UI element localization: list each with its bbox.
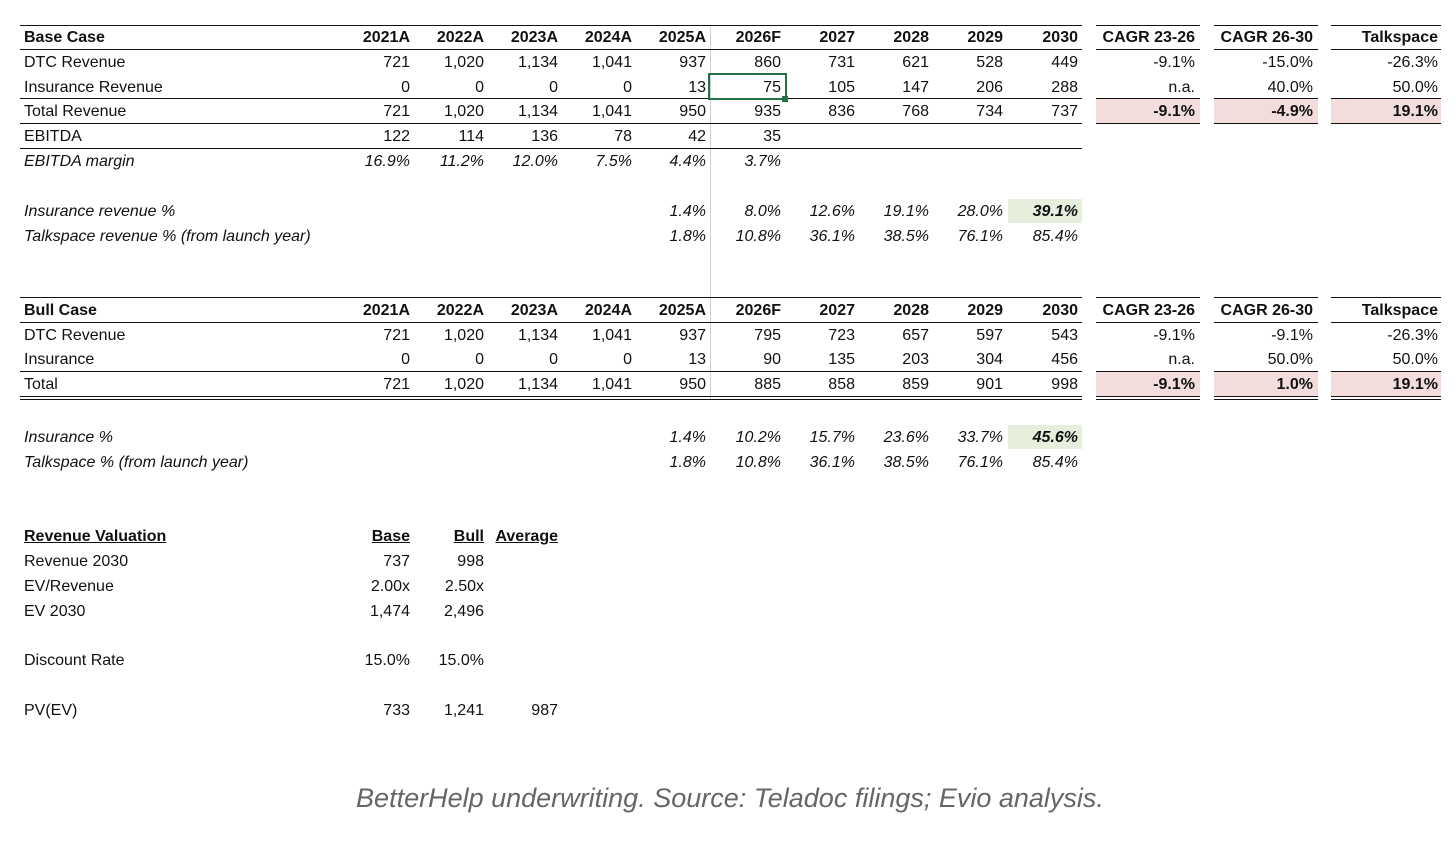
bull-pct-cell[interactable]: 15.7% <box>809 429 855 446</box>
bull-cell[interactable]: 858 <box>828 376 855 393</box>
base-extra-cell[interactable]: 19.1% <box>1392 103 1438 120</box>
base-year-header[interactable]: 2030 <box>1042 29 1078 46</box>
base-cell[interactable]: 75 <box>763 79 781 96</box>
bull-cell[interactable]: 597 <box>976 327 1003 344</box>
base-extra-header[interactable]: CAGR 26-30 <box>1220 29 1313 46</box>
base-cell[interactable]: 1,041 <box>591 103 632 120</box>
base-cell[interactable]: 836 <box>828 103 855 120</box>
base-pct-cell[interactable]: 10.8% <box>735 228 781 245</box>
bull-cell[interactable]: 901 <box>976 376 1003 393</box>
bull-cell[interactable]: 721 <box>383 327 410 344</box>
bull-cell[interactable]: 795 <box>754 327 781 344</box>
base-cell[interactable]: 114 <box>458 128 484 145</box>
base-cell[interactable]: 136 <box>531 128 558 145</box>
valuation-row-label[interactable]: Discount Rate <box>24 652 125 669</box>
base-pct-cell[interactable]: 85.4% <box>1032 228 1078 245</box>
valuation-cell[interactable]: 15.0% <box>438 652 484 669</box>
base-cell[interactable]: 731 <box>828 54 855 71</box>
bull-year-header[interactable]: 2029 <box>967 302 1003 319</box>
figure-caption: BetterHelp underwriting. Source: Teladoc filings; Evio analysis. <box>356 783 1104 813</box>
valuation-cell[interactable]: 1,241 <box>443 702 484 719</box>
bull-cell[interactable]: 0 <box>623 351 632 368</box>
bull-cell[interactable]: 13 <box>688 351 706 368</box>
base-cell[interactable]: 860 <box>754 54 781 71</box>
base-cell[interactable]: 528 <box>976 54 1003 71</box>
bull-cell[interactable]: 885 <box>754 376 781 393</box>
base-cell[interactable]: 1,020 <box>443 54 484 71</box>
bull-cell[interactable]: 721 <box>383 376 410 393</box>
base-pct-cell[interactable]: 28.0% <box>957 203 1003 220</box>
valuation-cell[interactable]: 733 <box>383 702 410 719</box>
valuation-cell[interactable]: 1,474 <box>369 603 410 620</box>
bull-extra-cell[interactable]: -9.1% <box>1271 327 1313 344</box>
bull-year-header[interactable]: 2022A <box>436 302 484 319</box>
valuation-header[interactable]: Bull <box>453 528 484 545</box>
bull-pct-cell[interactable]: 10.8% <box>735 454 781 471</box>
bull-pct-label[interactable]: Talkspace % (from launch year) <box>24 454 249 471</box>
bull-year-header[interactable]: 2024A <box>584 302 632 319</box>
bull-cell[interactable]: 1,020 <box>443 327 484 344</box>
base-cell[interactable]: 1,041 <box>591 54 632 71</box>
base-cell[interactable]: 288 <box>1051 79 1078 96</box>
bull-cell[interactable]: 90 <box>763 351 781 368</box>
base-row-label[interactable]: EBITDA margin <box>24 153 135 170</box>
bull-cell[interactable]: 998 <box>1051 376 1078 393</box>
valuation-row-label[interactable]: EV/Revenue <box>24 578 114 595</box>
bull-extra-cell[interactable]: -9.1% <box>1153 376 1195 393</box>
bull-cagr2-dbl2 <box>1214 399 1318 400</box>
bull-cell[interactable]: 456 <box>1051 351 1078 368</box>
base-cell[interactable]: 1,020 <box>443 103 484 120</box>
bull-cagr1-top <box>1096 297 1200 298</box>
bull-cell[interactable]: 1,020 <box>443 376 484 393</box>
bull-extra-header[interactable]: Talkspace <box>1361 302 1438 319</box>
bull-cell[interactable]: 203 <box>902 351 929 368</box>
bull-cagr1-dbl2 <box>1096 399 1200 400</box>
base-cell[interactable]: 950 <box>679 103 706 120</box>
bull-title[interactable]: Bull Case <box>24 302 97 319</box>
bull-extra-cell[interactable]: n.a. <box>1168 351 1195 368</box>
bull-year-header[interactable]: 2025A <box>658 302 706 319</box>
base-cell[interactable]: 0 <box>401 79 410 96</box>
base-year-header[interactable]: 2022A <box>436 29 484 46</box>
bull-pct-cell[interactable]: 45.6% <box>1032 429 1078 446</box>
base-extra-header[interactable]: Talkspace <box>1361 29 1438 46</box>
bull-cell[interactable]: 950 <box>679 376 706 393</box>
base-cell[interactable]: 7.5% <box>595 153 632 170</box>
base-extra-cell[interactable]: -9.1% <box>1153 54 1195 71</box>
base-extra-cell[interactable]: -9.1% <box>1153 103 1195 120</box>
bull-ts-dbl2 <box>1331 399 1441 400</box>
base-year-header[interactable]: 2027 <box>819 29 855 46</box>
valuation-header[interactable]: Average <box>495 528 558 545</box>
bull-pct-cell[interactable]: 85.4% <box>1032 454 1078 471</box>
valuation-cell[interactable]: 2,496 <box>443 603 484 620</box>
bull-row-label[interactable]: DTC Revenue <box>24 327 126 344</box>
base-cell[interactable]: 42 <box>688 128 706 145</box>
valuation-cell[interactable]: 15.0% <box>364 652 410 669</box>
base-cell[interactable]: 1,134 <box>517 54 558 71</box>
bull-cell[interactable]: 1,134 <box>517 376 558 393</box>
bull-cell[interactable]: 657 <box>902 327 929 344</box>
valuation-cell[interactable]: 2.50x <box>444 578 484 595</box>
base-year-header[interactable]: 2029 <box>967 29 1003 46</box>
bull-pct-cell[interactable]: 1.8% <box>669 454 706 471</box>
bull-year-header[interactable]: 2028 <box>893 302 929 319</box>
base-extra-cell[interactable]: -15.0% <box>1262 54 1313 71</box>
bull-cell[interactable]: 1,041 <box>591 327 632 344</box>
base-pct-cell[interactable]: 76.1% <box>957 228 1003 245</box>
base-cell[interactable]: 4.4% <box>669 153 706 170</box>
bull-extra-cell[interactable]: 50.0% <box>1392 351 1438 368</box>
bull-pct-cell[interactable]: 10.2% <box>735 429 781 446</box>
bull-ts-top <box>1331 297 1441 298</box>
bull-year-header[interactable]: 2023A <box>510 302 558 319</box>
valuation-header[interactable]: Base <box>371 528 410 545</box>
base-cell[interactable]: 768 <box>902 103 929 120</box>
valuation-row-label[interactable]: EV 2030 <box>24 603 86 620</box>
base-year-header[interactable]: 2025A <box>658 29 706 46</box>
base-year-header[interactable]: 2023A <box>510 29 558 46</box>
bull-cell[interactable]: 0 <box>549 351 558 368</box>
base-pct-cell[interactable]: 19.1% <box>883 203 929 220</box>
bull-cell[interactable]: 1,041 <box>591 376 632 393</box>
base-pct-label[interactable]: Talkspace revenue % (from launch year) <box>24 228 311 245</box>
base-extra-cell[interactable]: 50.0% <box>1392 79 1438 96</box>
base-cell[interactable]: 449 <box>1051 54 1078 71</box>
bull-pct-cell[interactable]: 36.1% <box>809 454 855 471</box>
bull-top-rule <box>20 297 1082 298</box>
base-pct-cell[interactable]: 36.1% <box>809 228 855 245</box>
base-row-label[interactable]: Insurance Revenue <box>24 79 163 96</box>
base-cell[interactable]: 0 <box>475 79 484 96</box>
bull-cell[interactable]: 859 <box>902 376 929 393</box>
bull-extra-cell[interactable]: -9.1% <box>1153 327 1195 344</box>
bull-cell[interactable]: 0 <box>475 351 484 368</box>
bull-cell[interactable]: 1,134 <box>517 327 558 344</box>
bull-row-label[interactable]: Total <box>24 376 58 393</box>
bull-extra-cell[interactable]: 50.0% <box>1267 351 1313 368</box>
base-cell[interactable]: 122 <box>383 128 410 145</box>
bull-pct-label[interactable]: Insurance % <box>24 429 113 446</box>
valuation-row-label[interactable]: PV(EV) <box>24 702 78 719</box>
base-row-label[interactable]: Total Revenue <box>24 103 127 120</box>
base-year-header[interactable]: 2021A <box>362 29 410 46</box>
bull-extra-cell[interactable]: 19.1% <box>1392 376 1438 393</box>
bull-pct-cell[interactable]: 23.6% <box>883 429 929 446</box>
base-extra-cell[interactable]: -26.3% <box>1387 54 1438 71</box>
base-pct-label[interactable]: Insurance revenue % <box>24 203 176 220</box>
base-cell[interactable]: 16.9% <box>364 153 410 170</box>
valuation-title[interactable]: Revenue Valuation <box>24 528 167 545</box>
base-cell[interactable]: 721 <box>383 103 410 120</box>
base-cell[interactable]: 12.0% <box>512 153 558 170</box>
bull-pct-cell[interactable]: 76.1% <box>957 454 1003 471</box>
bull-year-header[interactable]: 2026F <box>735 302 781 319</box>
bull-cell[interactable]: 304 <box>976 351 1003 368</box>
base-year-header[interactable]: 2024A <box>584 29 632 46</box>
base-extra-cell[interactable]: 40.0% <box>1267 79 1313 96</box>
bull-cell[interactable]: 723 <box>828 327 855 344</box>
bull-total-double-2 <box>20 399 1082 400</box>
bull-cell[interactable]: 0 <box>401 351 410 368</box>
base-cell[interactable]: 734 <box>976 103 1003 120</box>
base-cell[interactable]: 3.7% <box>744 153 781 170</box>
bull-year-header[interactable]: 2030 <box>1042 302 1078 319</box>
bull-year-header[interactable]: 2027 <box>819 302 855 319</box>
base-title[interactable]: Base Case <box>24 29 105 46</box>
base-cell[interactable]: 13 <box>688 79 706 96</box>
bull-extra-header[interactable]: CAGR 23-26 <box>1102 302 1195 319</box>
base-pct-cell[interactable]: 38.5% <box>883 228 929 245</box>
base-pct-cell[interactable]: 1.8% <box>669 228 706 245</box>
base-cell[interactable]: 0 <box>623 79 632 96</box>
bull-year-header[interactable]: 2021A <box>362 302 410 319</box>
valuation-row-label[interactable]: Revenue 2030 <box>24 553 129 570</box>
base-cell[interactable]: 206 <box>976 79 1003 96</box>
base-cell[interactable]: 147 <box>902 79 929 96</box>
base-cell[interactable]: 721 <box>383 54 410 71</box>
base-cell[interactable]: 935 <box>754 103 781 120</box>
bull-extra-cell[interactable]: -26.3% <box>1387 327 1438 344</box>
base-cell[interactable]: 105 <box>828 79 855 96</box>
valuation-cell[interactable]: 2.00x <box>370 578 410 595</box>
base-year-header[interactable]: 2028 <box>893 29 929 46</box>
base-row-label[interactable]: DTC Revenue <box>24 54 126 71</box>
bull-row-label[interactable]: Insurance <box>24 351 95 368</box>
base-cell[interactable]: 11.2% <box>439 153 484 170</box>
base-cell[interactable]: 737 <box>1051 103 1078 120</box>
bull-cagr2-top <box>1214 297 1318 298</box>
base-pct-cell[interactable]: 39.1% <box>1032 203 1078 220</box>
base-cell[interactable]: 1,134 <box>517 103 558 120</box>
bull-extra-header[interactable]: CAGR 26-30 <box>1220 302 1313 319</box>
valuation-cell[interactable]: 987 <box>531 702 558 719</box>
bull-cell[interactable]: 135 <box>828 351 855 368</box>
bull-pct-cell[interactable]: 33.7% <box>957 429 1003 446</box>
valuation-cell[interactable]: 998 <box>457 553 484 570</box>
base-row-label[interactable]: EBITDA <box>24 128 82 145</box>
fill-handle[interactable] <box>782 96 788 102</box>
bull-cell[interactable]: 937 <box>679 327 706 344</box>
bull-pct-cell[interactable]: 1.4% <box>669 429 706 446</box>
base-pct-cell[interactable]: 8.0% <box>744 203 781 220</box>
bull-cell[interactable]: 543 <box>1051 327 1078 344</box>
base-cell[interactable]: 78 <box>614 128 632 145</box>
valuation-cell[interactable]: 737 <box>383 553 410 570</box>
base-extra-cell[interactable]: -4.9% <box>1271 103 1313 120</box>
base-year-header[interactable]: 2026F <box>735 29 781 46</box>
base-cell[interactable]: 35 <box>763 128 781 145</box>
base-extra-cell[interactable]: n.a. <box>1168 79 1195 96</box>
base-cell[interactable]: 621 <box>902 54 929 71</box>
bull-extra-cell[interactable]: 1.0% <box>1276 376 1313 393</box>
base-cell[interactable]: 0 <box>549 79 558 96</box>
bull-pct-cell[interactable]: 38.5% <box>883 454 929 471</box>
base-extra-header[interactable]: CAGR 23-26 <box>1102 29 1195 46</box>
base-pct-cell[interactable]: 12.6% <box>809 203 855 220</box>
base-pct-cell[interactable]: 1.4% <box>669 203 706 220</box>
base-cell[interactable]: 937 <box>679 54 706 71</box>
